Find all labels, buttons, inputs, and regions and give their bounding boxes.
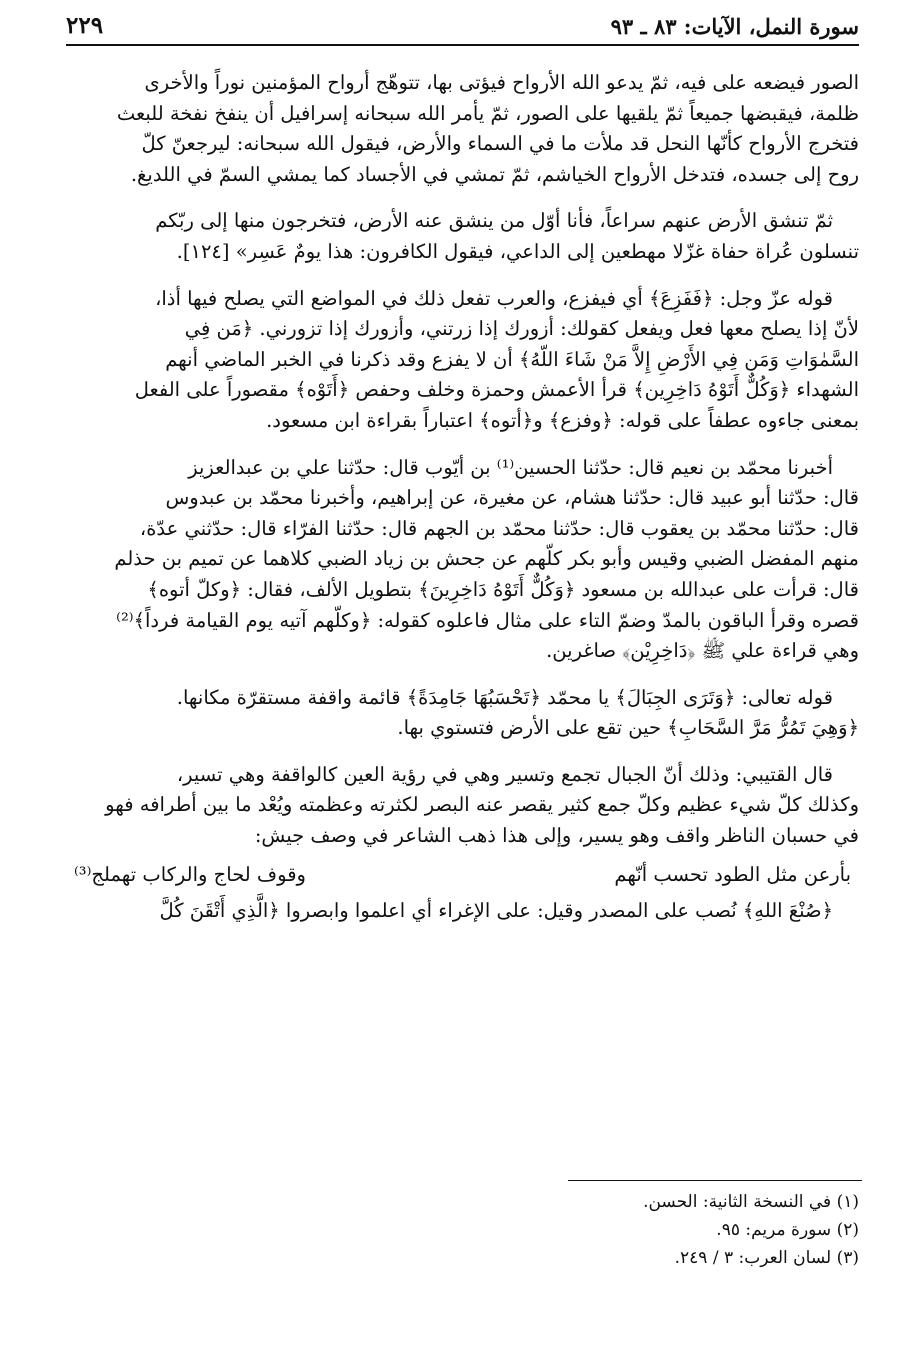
text-line: وكذلك كلّ شيء عظيم وكلّ جمع كثير يقصر عنه البصر لكثرته وعظمته ويُعْد ما بين أطرافه فهو <box>105 793 859 817</box>
text-line: السَّمٰوَاتِ وَمَن فِي الأَرْضِ إِلاَّ مَنْ شَاءَ اللّهُ﴾ أن لا يفزع وقد ذكرنا في الخبر الماضي أنهم <box>165 347 859 371</box>
paragraph-2 <box>66 206 859 267</box>
verse-first-hemistich: بأرعن مثل الطود تحسب أنّهم <box>614 862 851 886</box>
text-line: قال: حدّثنا محمّد بن يعقوب قال: حدّثنا محمّد بن الجهم قال: حدّثنا الفرّاء قال: حدّثني عدّة، <box>139 516 859 540</box>
paragraph-4 <box>66 453 859 667</box>
footnote-3: (٣) لسان العرب: ٣ / ٢٤٩. <box>674 1248 859 1268</box>
paragraph-1 <box>66 68 859 190</box>
poetry-verse <box>66 860 859 891</box>
paragraph-3 <box>66 284 859 437</box>
text-line: فتخرج الأرواح كأنّها النحل قد ملأت ما في السماء والأرض، فيقول الله سبحانه: ليرجعنّ كلّ <box>141 132 859 156</box>
text-line: منهم المفضل الضبي وقيس وأبو بكر كلّهم عن جحش بن زياد الضبي كلاهما عن تميم بن حذلم <box>114 547 859 571</box>
text-line: الصور فيضعه على فيه، ثمّ يدعو الله الأرواح فيؤتى بها، تتوهّج أرواح المؤمنين نوراً والأخرى <box>144 71 859 94</box>
footnote-1: (١) في النسخة الثانية: الحسن. <box>643 1192 859 1212</box>
closing-line: ﴿صُنْعَ اللهِ﴾ نُصب على المصدر وقيل: على الإغراء أي اعلموا وابصروا ﴿الَّذِي أَتْقَنَ كُلَّ <box>159 899 833 923</box>
surah-title: سورة النمل، الآيات: ٨٣ ـ ٩٣ <box>610 14 859 39</box>
footnotes <box>66 1188 859 1272</box>
main-text <box>66 68 859 927</box>
text-line: قال: حدّثنا أبو عبيد قال: حدّثنا هشام، عن مغيرة، عن إبراهيم، وأخبرنا محمّد بن عبدوس <box>165 486 859 510</box>
paragraph-6 <box>66 760 859 852</box>
text-line: قال القتيبي: وذلك أنّ الجبال تجمع وتسير وهي في رؤية العين كالواقفة وهي تسير، <box>176 762 833 786</box>
text-line: الشهداء ﴿وَكُلٌّ أَتَوْهُ دَاخِرِين﴾ قرأ الأعمش وحمزة وخلف وحفص ﴿أَتَوْه﴾ مقصوراً على الفعل <box>134 378 859 402</box>
text-line: روح إلى جسده، فتدخل الأرواح الخياشم، ثمّ تمشي في الأجساد كما يمشي السمّ في اللديغ. <box>130 162 859 186</box>
running-header <box>66 12 859 46</box>
verse-second-hemistich: وقوف لحاج والركاب تهملج⁽³⁾ <box>74 862 306 886</box>
page-number: ٢٢٩ <box>66 12 104 39</box>
text-line: تنسلون عُراة حفاة غزّلا مهطعين إلى الداعي، فيقول الكافرون: هذا يومٌ عَسِر» [١٢٤]. <box>176 239 859 263</box>
footnote-divider <box>568 1180 862 1181</box>
text-line: بمعنى جاءوه عطفاً على قوله: ﴿وفزع﴾ و﴿أتوه﴾ اعتباراً بقراءة ابن مسعود. <box>266 408 859 432</box>
footnote-2: (٢) سورة مريم: ٩٥. <box>716 1220 859 1240</box>
text-line: لأنّ إذا يصلح معها فعل ويفعل كقولك: أزورك إذا زرتني، وأزورك إذا تزورني. ﴿مَن فِي <box>184 317 859 341</box>
text-line: ظلمة، فيقبضها جميعاً ثمّ يلقيها على الصور، ثمّ يأمر الله سبحانه إسرافيل أن ينفخ نفخة للبعث <box>116 101 859 125</box>
text-line: ﴿وَهِيَ تَمُرُّ مَرَّ السَّحَابِ﴾ حين تقع على الأرض فتستوي بها. <box>397 716 859 740</box>
text-line: قصره وقرأ الباقون بالمدّ وضمّ التاء على مثال فاعلوه كقوله: ﴿وكلّهم آتيه يوم القيامة فرداً﴾⁽²⁾ <box>116 608 859 632</box>
text-line: قوله تعالى: ﴿وَتَرَى الجِبَالَ﴾ يا محمّد ﴿تَحْسَبُهَا جَامِدَةً﴾ قائمة واقفة مستقرّة مكانها. <box>176 685 833 709</box>
text-line: قال: قرأت على عبدالله بن مسعود ﴿وَكُلٌّ أَتَوْهُ دَاخِرِينَ﴾ بتطويل الألف، فقال: ﴿وكلّ أتوه﴾ <box>147 577 859 601</box>
text-line: وهي قراءة علي ﷺ ﴿دَاخِرِيْن﴾ صاغرين. <box>546 639 859 663</box>
paragraph-5 <box>66 683 859 744</box>
text-line: أخبرنا محمّد بن نعيم قال: حدّثنا الحسين⁽¹⁾ بن أيّوب قال: حدّثنا علي بن عبدالعزيز <box>188 455 833 479</box>
text-line: قوله عزّ وجل: ﴿فَفَزِعَ﴾ أي فيفزع، والعرب تفعل ذلك في المواضع التي يصلح فيها أذا، <box>155 286 833 310</box>
text-line: ثمّ تنشق الأرض عنهم سراعاً، فأنا أوّل من ينشق عنه الأرض، فتخرجون منها إلى ربّكم <box>155 209 833 233</box>
text-line: في حسبان الناظر واقف وهو يسير، وإلى هذا ذهب الشاعر في وصف جيش: <box>254 824 859 848</box>
